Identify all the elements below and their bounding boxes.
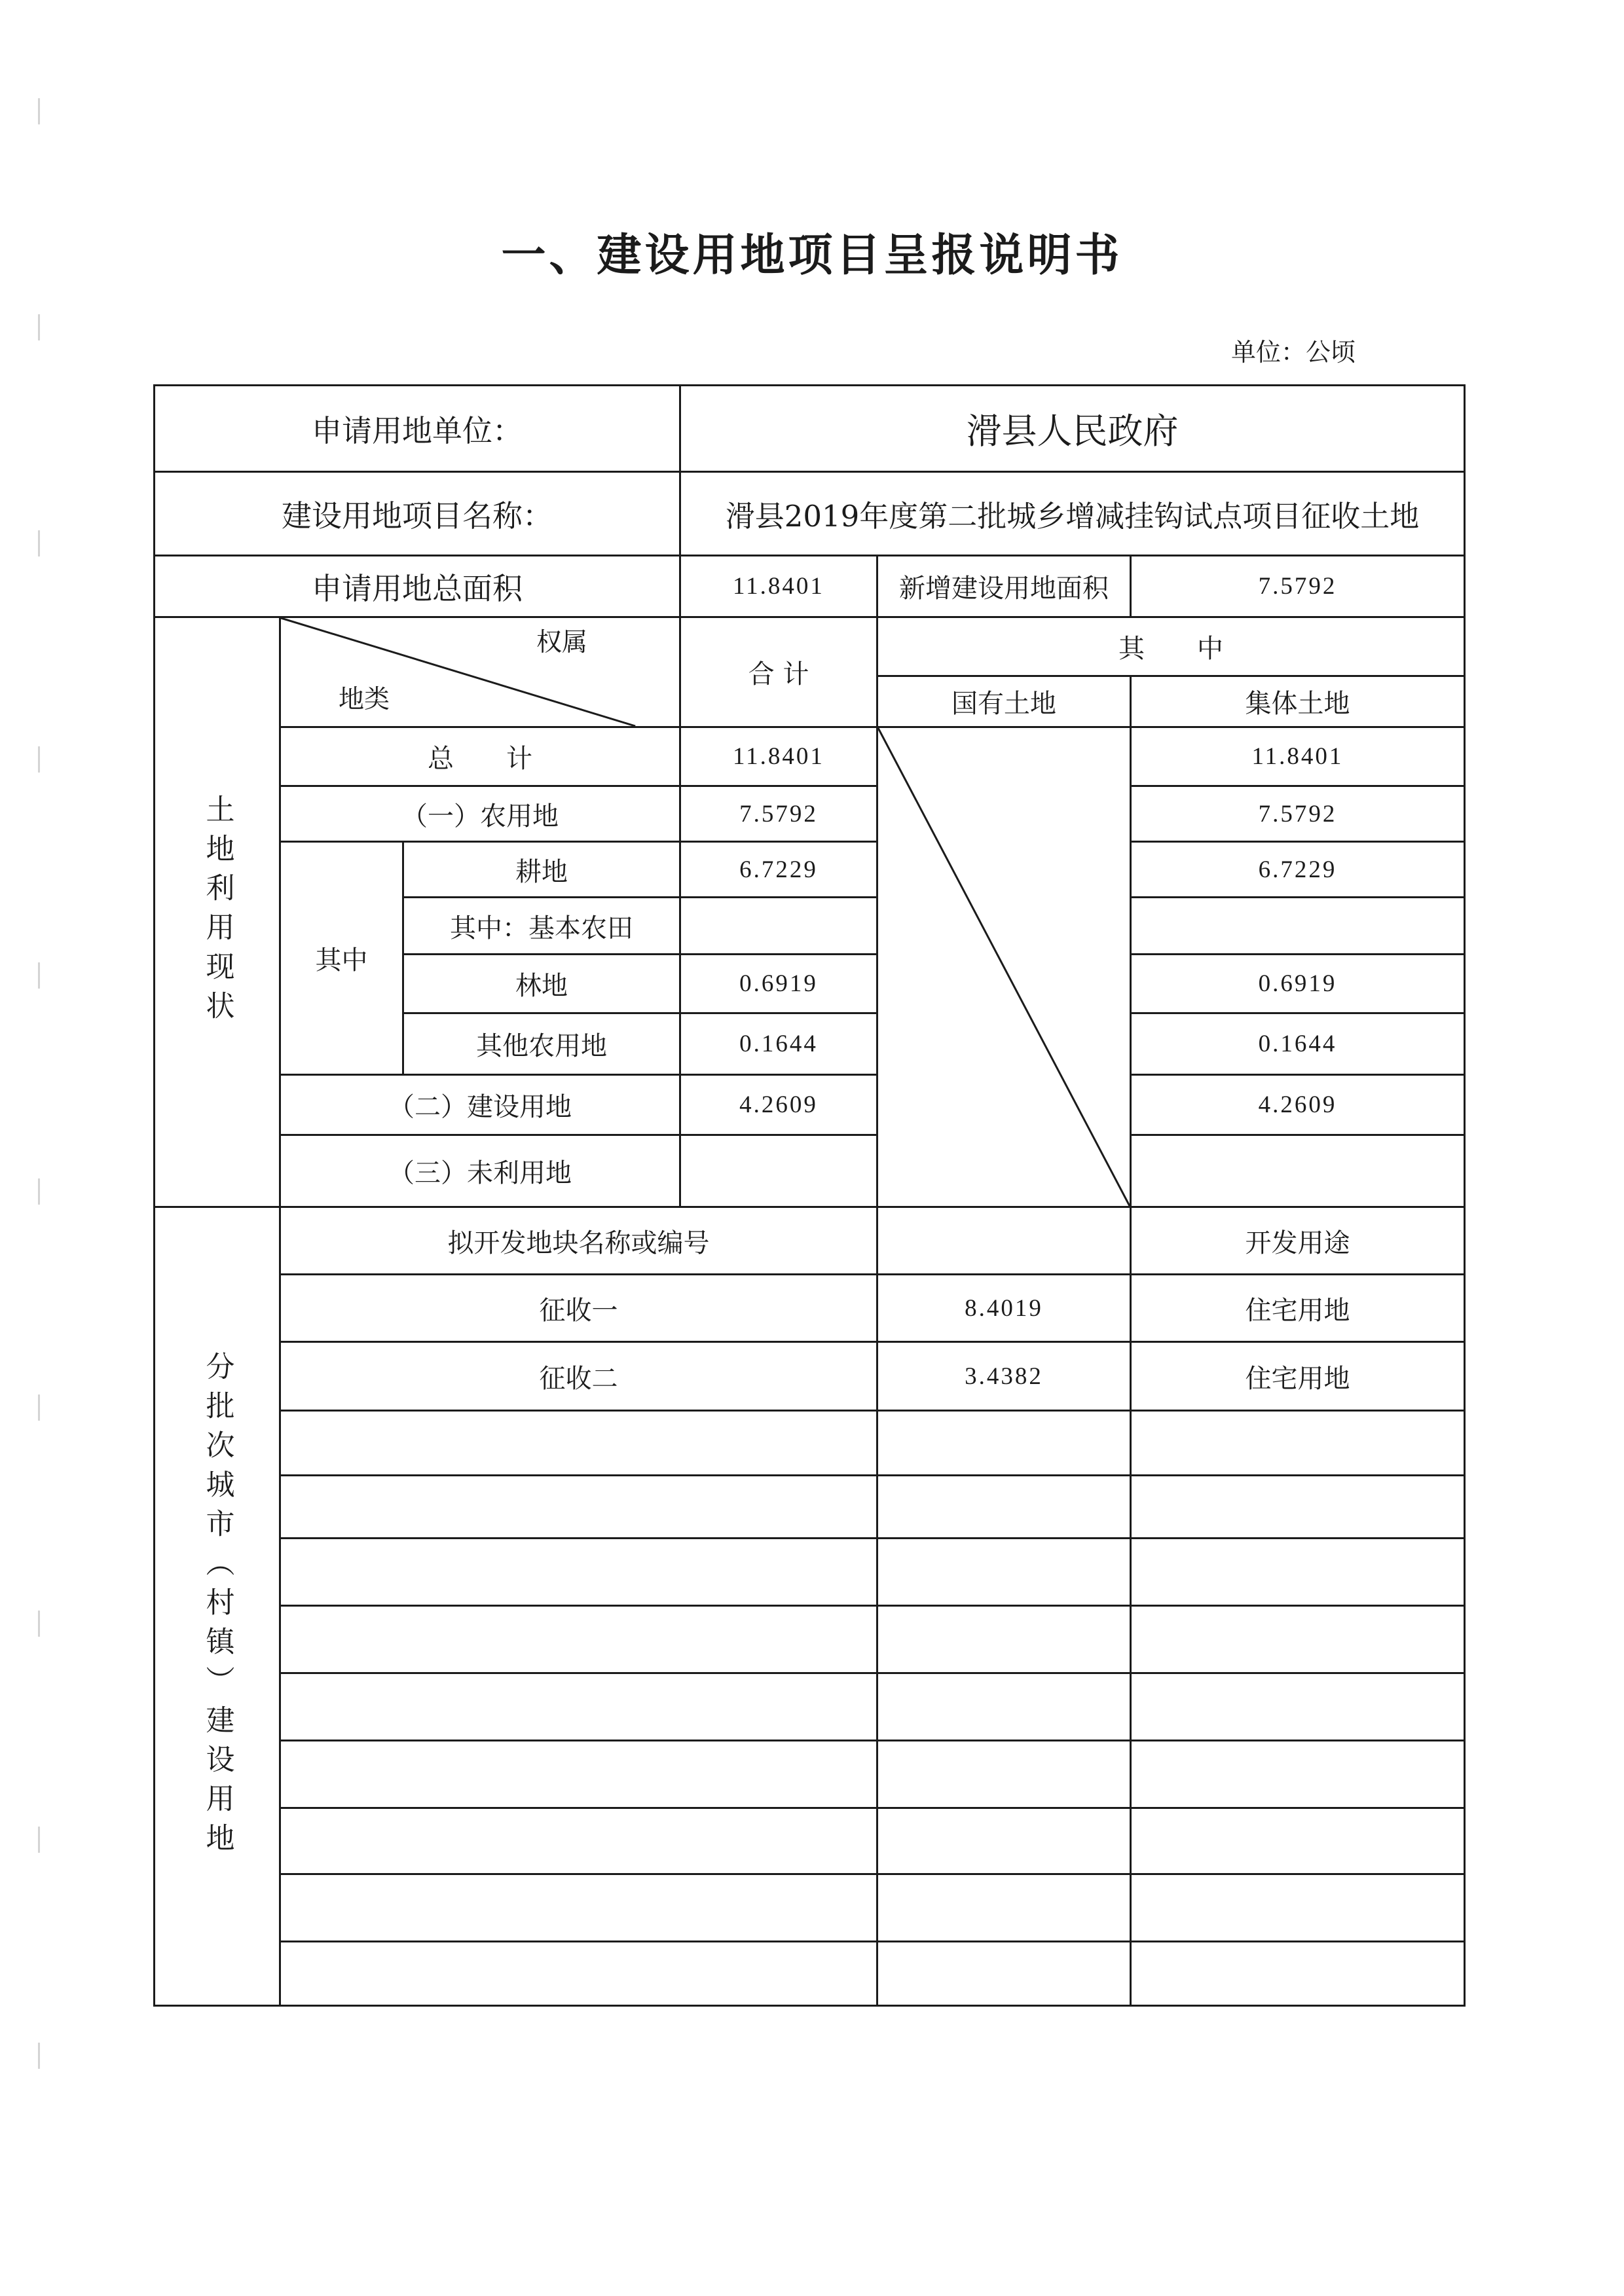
row-label: 其他农用地 xyxy=(402,1012,679,1074)
crossed-out-diagonal-line xyxy=(878,728,1130,1206)
empty-cell xyxy=(279,1873,876,1941)
empty-cell xyxy=(279,1672,876,1740)
applicant-label: 申请用地单位： xyxy=(153,384,679,471)
empty-cell xyxy=(876,1807,1130,1873)
binding-edge-marks xyxy=(38,98,40,2160)
land-use-section-text: 土地利用现状 xyxy=(200,794,234,1030)
empty-cell xyxy=(1130,1474,1464,1537)
empty-cell xyxy=(279,1605,876,1672)
empty-cell xyxy=(279,1740,876,1807)
land-use-section-label xyxy=(153,616,279,1206)
row-total-area: 0.6919 xyxy=(679,953,876,1012)
row-total-area: 6.7229 xyxy=(679,841,876,896)
plot-name: 征收二 xyxy=(279,1341,876,1410)
row-collective-area: 7.5792 xyxy=(1130,785,1464,841)
empty-cell xyxy=(279,1537,876,1605)
empty-cell xyxy=(876,1873,1130,1941)
plot-area: 3.4382 xyxy=(876,1341,1130,1410)
empty-cell xyxy=(1130,1873,1464,1941)
row-collective-area: 4.2609 xyxy=(1130,1074,1464,1134)
row-total-area: 0.1644 xyxy=(679,1012,876,1074)
total-area-value: 11.8401 xyxy=(679,555,876,616)
row-label: （三）未利用地 xyxy=(279,1134,679,1206)
row-total-area: 11.8401 xyxy=(679,726,876,785)
land-type-label: 地类 xyxy=(339,685,390,714)
row-collective-area xyxy=(1130,896,1464,953)
empty-cell xyxy=(876,1941,1130,2005)
row-total-area: 4.2609 xyxy=(679,1074,876,1134)
plot-area: 8.4019 xyxy=(876,1273,1130,1341)
plot-name: 征收一 xyxy=(279,1273,876,1341)
empty-cell xyxy=(1130,1807,1464,1873)
empty-cell xyxy=(876,1605,1130,1672)
batch-land-section-text: 分批次城市（村镇）建设用地 xyxy=(200,1351,234,1862)
empty-cell xyxy=(1130,1537,1464,1605)
project-name-label: 建设用地项目名称： xyxy=(153,471,679,555)
row-label: （一）农用地 xyxy=(279,785,679,841)
new-construction-area-value: 7.5792 xyxy=(1130,555,1464,616)
unit-label: 单位：公顷 xyxy=(1231,338,1356,367)
empty-cell xyxy=(279,1807,876,1873)
document-title: 一、建设用地项目呈报说明书 xyxy=(501,229,1123,282)
empty-cell xyxy=(1130,1672,1464,1740)
row-total-area xyxy=(679,896,876,953)
row-label: 林地 xyxy=(402,953,679,1012)
row-total-area: 7.5792 xyxy=(679,785,876,841)
empty-cell xyxy=(876,1740,1130,1807)
total-area-label: 申请用地总面积 xyxy=(153,555,679,616)
row-label: 耕地 xyxy=(402,841,679,896)
empty-cell xyxy=(279,1410,876,1474)
ownership-landtype-header xyxy=(279,616,679,726)
row-label: 其中：基本农田 xyxy=(402,896,679,953)
applicant-value: 滑县人民政府 xyxy=(679,384,1464,471)
agricultural-subgroup-label: 其中 xyxy=(279,841,402,1074)
plot-use: 住宅用地 xyxy=(1130,1341,1464,1410)
row-total-area xyxy=(679,1134,876,1206)
batch-land-section-label xyxy=(153,1206,279,2005)
ownership-label: 权属 xyxy=(536,628,588,657)
row-collective-area: 0.1644 xyxy=(1130,1012,1464,1074)
empty-cell xyxy=(1130,1740,1464,1807)
row-collective-area: 0.6919 xyxy=(1130,953,1464,1012)
plot-name-header: 拟开发地块名称或编号 xyxy=(279,1206,876,1273)
empty-cell xyxy=(876,1410,1130,1474)
empty-cell xyxy=(876,1672,1130,1740)
collective-land-header: 集体土地 xyxy=(1130,675,1464,726)
state-land-header: 国有土地 xyxy=(876,675,1130,726)
of-which-header: 其 中 xyxy=(876,616,1464,675)
empty-cell xyxy=(1130,1605,1464,1672)
empty-cell xyxy=(876,1537,1130,1605)
total-column-header: 合 计 xyxy=(679,616,876,726)
empty-cell xyxy=(1130,1941,1464,2005)
empty-cell xyxy=(279,1941,876,2005)
row-collective-area xyxy=(1130,1134,1464,1206)
state-land-crossed-cell xyxy=(876,726,1130,1206)
row-collective-area: 6.7229 xyxy=(1130,841,1464,896)
plot-area-header xyxy=(876,1206,1130,1273)
empty-cell xyxy=(1130,1410,1464,1474)
plot-use: 住宅用地 xyxy=(1130,1273,1464,1341)
plot-use-header: 开发用途 xyxy=(1130,1206,1464,1273)
row-label: （二）建设用地 xyxy=(279,1074,679,1134)
application-form-table xyxy=(153,384,1466,2007)
project-name-value: 滑县2019年度第二批城乡增减挂钩试点项目征收土地 xyxy=(679,471,1464,555)
empty-cell xyxy=(279,1474,876,1537)
row-label: 总 计 xyxy=(279,726,679,785)
empty-cell xyxy=(876,1474,1130,1537)
row-collective-area: 11.8401 xyxy=(1130,726,1464,785)
new-construction-area-label: 新增建设用地面积 xyxy=(876,555,1130,616)
